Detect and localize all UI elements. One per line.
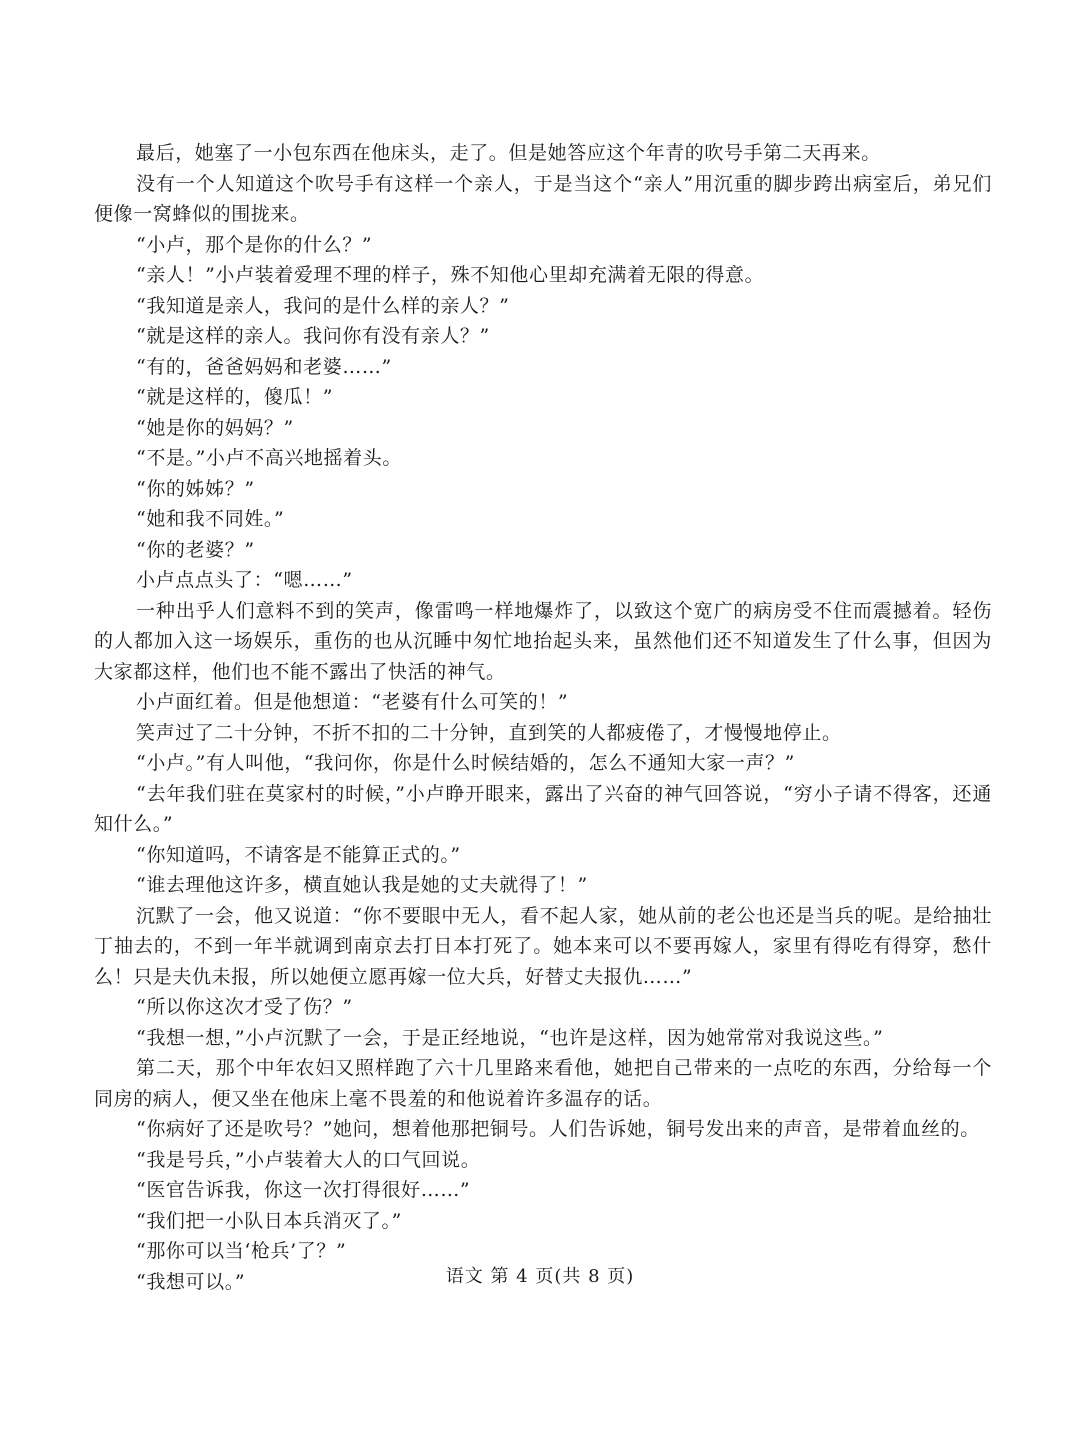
dialogue-line: “你病好了还是吹号？”她问，想着他那把铜号。人们告诉她，铜号发出来的声音，是带着血丝的。 (136, 1118, 980, 1140)
dialogue-line: “不是。”小卢不高兴地摇着头。 (136, 447, 402, 469)
dialogue-line: “我想一想，”小卢沉默了一会，于是正经地说，“也许是这样，因为她常常对我说这些。” (136, 1026, 884, 1049)
paragraph: 最后，她塞了一小包东西在他床头，走了。但是她答应这个年青的吹号手第二天再来。 (136, 142, 881, 164)
dialogue-line: “我是号兵，”小卢装着大人的口气回说。 (136, 1148, 481, 1171)
dialogue-line: “有的，爸爸妈妈和老婆……” (136, 355, 392, 378)
paragraph: 沉默了一会，他又说道：“你不要眼中无人，看不起人家，她从前的老公也还是当兵的呢。是给抽壮丁抽去的，不到一年半就调到南京去打日本打死了。她本来可以不要再嫁人，家里有得吃有得穿，愁什么！只是夫仇未报，所以她便立愿再嫁一位大兵，好替丈夫报仇……” (94, 904, 992, 988)
dialogue-line: “小卢，那个是你的什么？” (136, 233, 373, 256)
dialogue-line: “亲人！”小卢装着爱理不理的样子，殊不知他心里却充满着无限的得意。 (136, 264, 765, 286)
dialogue-line: “医官告诉我，你这一次打得很好……” (136, 1179, 471, 1201)
dialogue-line: “我想可以。” (136, 1270, 246, 1293)
dialogue-line: “谁去理他这许多，横直她认我是她的丈夫就得了！” (136, 874, 588, 896)
paragraph: 没有一个人知道这个吹号手有这样一个亲人，于是当这个“亲人”用沉重的脚步跨出病室后，弟兄们便像一窝蜂似的围拢来。 (94, 172, 992, 225)
dialogue-line: “她是你的妈妈？” (136, 416, 294, 439)
dialogue-line: “她和我不同姓。” (136, 508, 285, 530)
dialogue-line: “你的老婆？” (136, 538, 255, 561)
dialogue-line: “小卢。”有人叫他，“我问你，你是什么时候结婚的，怎么不通知大家一声？” (136, 752, 795, 774)
dialogue-line: “就是这样的亲人。我问你有没有亲人？” (136, 325, 490, 347)
paragraph: 第二天，那个中年农妇又照样跑了六十几里路来看他，她把自己带来的一点吃的东西，分给每一个同房的病人，便又坐在他床上毫不畏羞的和他说着许多温存的话。 (94, 1057, 992, 1110)
dialogue-line: “你的姊姊？” (136, 477, 255, 500)
dialogue-line: “去年我们驻在莫家村的时候，”小卢睁开眼来，露出了兴奋的神气回答说，“穷小子请不得客，还通知什么。” (94, 782, 992, 835)
paragraph: 小卢面红着。但是他想道：“老婆有什么可笑的！” (136, 691, 569, 713)
dialogue-line: “就是这样的，傻瓜！” (136, 386, 334, 408)
dialogue-line: “我们把一小队日本兵消灭了。” (136, 1209, 402, 1232)
dialogue-line: “我知道是亲人，我问的是什么样的亲人？” (136, 294, 510, 317)
dialogue-line: “你知道吗，不请客是不能算正式的。” (136, 843, 461, 866)
dialogue-line: “所以你这次才受了伤？” (136, 996, 353, 1018)
dialogue-line: 小卢点点头了：“嗯……” (136, 569, 353, 591)
passage-text (94, 138, 992, 1297)
dialogue-line: “那你可以当‘枪兵’了？” (136, 1240, 347, 1262)
page-footer: 语文 第 4 页(共 8 页) (445, 1266, 635, 1287)
paragraph: 笑声过了二十分钟，不折不扣的二十分钟，直到笑的人都疲倦了，才慢慢地停止。 (136, 721, 842, 744)
paragraph: 一种出乎人们意料不到的笑声，像雷鸣一样地爆炸了，以致这个宽广的病房受不住而震撼着。轻伤的人都加入这一场娱乐，重伤的也从沉睡中匆忙地抬起头来，虽然他们还不知道发生了什么事，但因为大家都这样，他们也不能不露出了快活的神气。 (94, 599, 992, 683)
